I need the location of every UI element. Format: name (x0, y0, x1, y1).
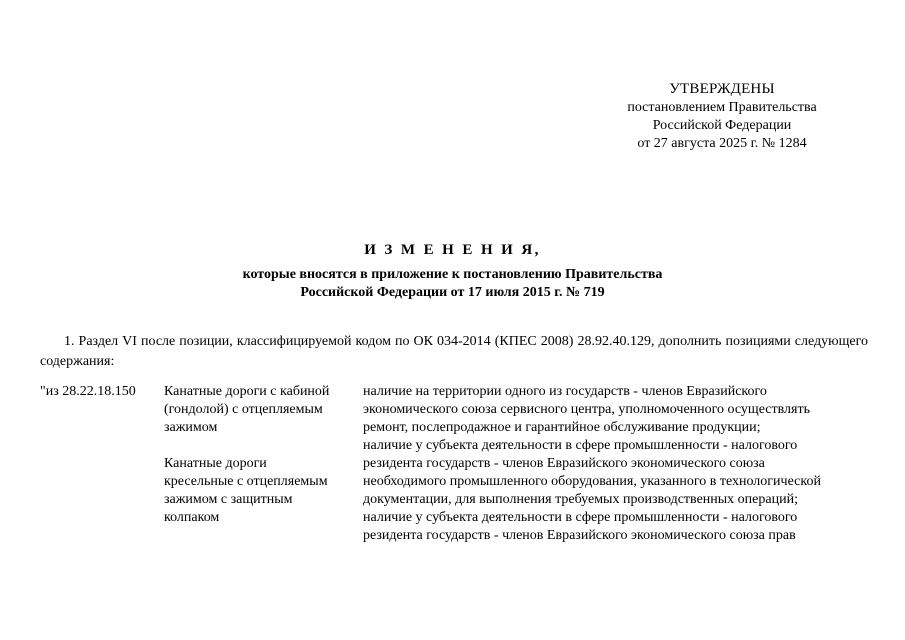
requirement-line: необходимого промышленного оборудования, указанного в технологической (363, 474, 821, 489)
position-name-chairlift (164, 455, 350, 527)
position-name-gondola (164, 383, 350, 437)
requirement-line: резидента государств - членов Евразийского экономического союза прав (363, 528, 796, 543)
position-name-line: зажимом (164, 420, 218, 435)
position-name-line: (гондолой) с отцепляемым (164, 402, 323, 417)
title-subheading-1: которые вносятся в приложение к постановлению Правительства (242, 267, 663, 282)
position-code: "из 28.22.18.150 (40, 384, 136, 399)
position-name-line: колпаком (164, 510, 220, 525)
approval-line-2: Российской Федерации (652, 118, 792, 133)
title-heading: И З М Е Н Е Н И Я, (364, 242, 541, 258)
requirement-line: наличие у субъекта деятельности в сфере промышленности - налогового (363, 438, 798, 453)
approval-block (592, 79, 852, 153)
requirement-line: документации, для выполнения требуемых производственных операций; (363, 492, 798, 507)
position-name-line: кресельные с отцепляемым (164, 474, 328, 489)
title-subheading-2: Российской Федерации от 17 июля 2015 г. № 719 (300, 285, 605, 300)
approval-stamp: УТВЕРЖДЕНЫ (669, 81, 775, 97)
approval-line-3: от 27 августа 2025 г. № 1284 (637, 136, 807, 151)
approval-line-1: постановлением Правительства (627, 100, 817, 115)
position-names (164, 383, 350, 545)
position-requirements (363, 383, 868, 545)
document-title (0, 240, 905, 302)
requirement-line: наличие у субъекта деятельности в сфере промышленности - налогового (363, 510, 798, 525)
requirement-line: ремонт, послепродажное и гарантийное обслуживание продукции; (363, 420, 761, 435)
position-name-line: зажимом с защитным (164, 492, 293, 507)
requirement-line: наличие на территории одного из государств - членов Евразийского (363, 384, 767, 399)
position-name-line: Канатные дороги с кабиной (164, 384, 330, 399)
amendment-paragraph: 1. Раздел VI после позиции, классифицируемой кодом по ОК 034-2014 (КПЕС 2008) 28.92.40.129, дополнить позициями следующего содержания: (40, 334, 868, 369)
requirement-line: экономического союза сервисного центра, уполномоченного осуществлять (363, 402, 810, 417)
requirement-line: резидента государств - членов Евразийского экономического союза (363, 456, 765, 471)
position-name-line: Канатные дороги (164, 456, 267, 471)
